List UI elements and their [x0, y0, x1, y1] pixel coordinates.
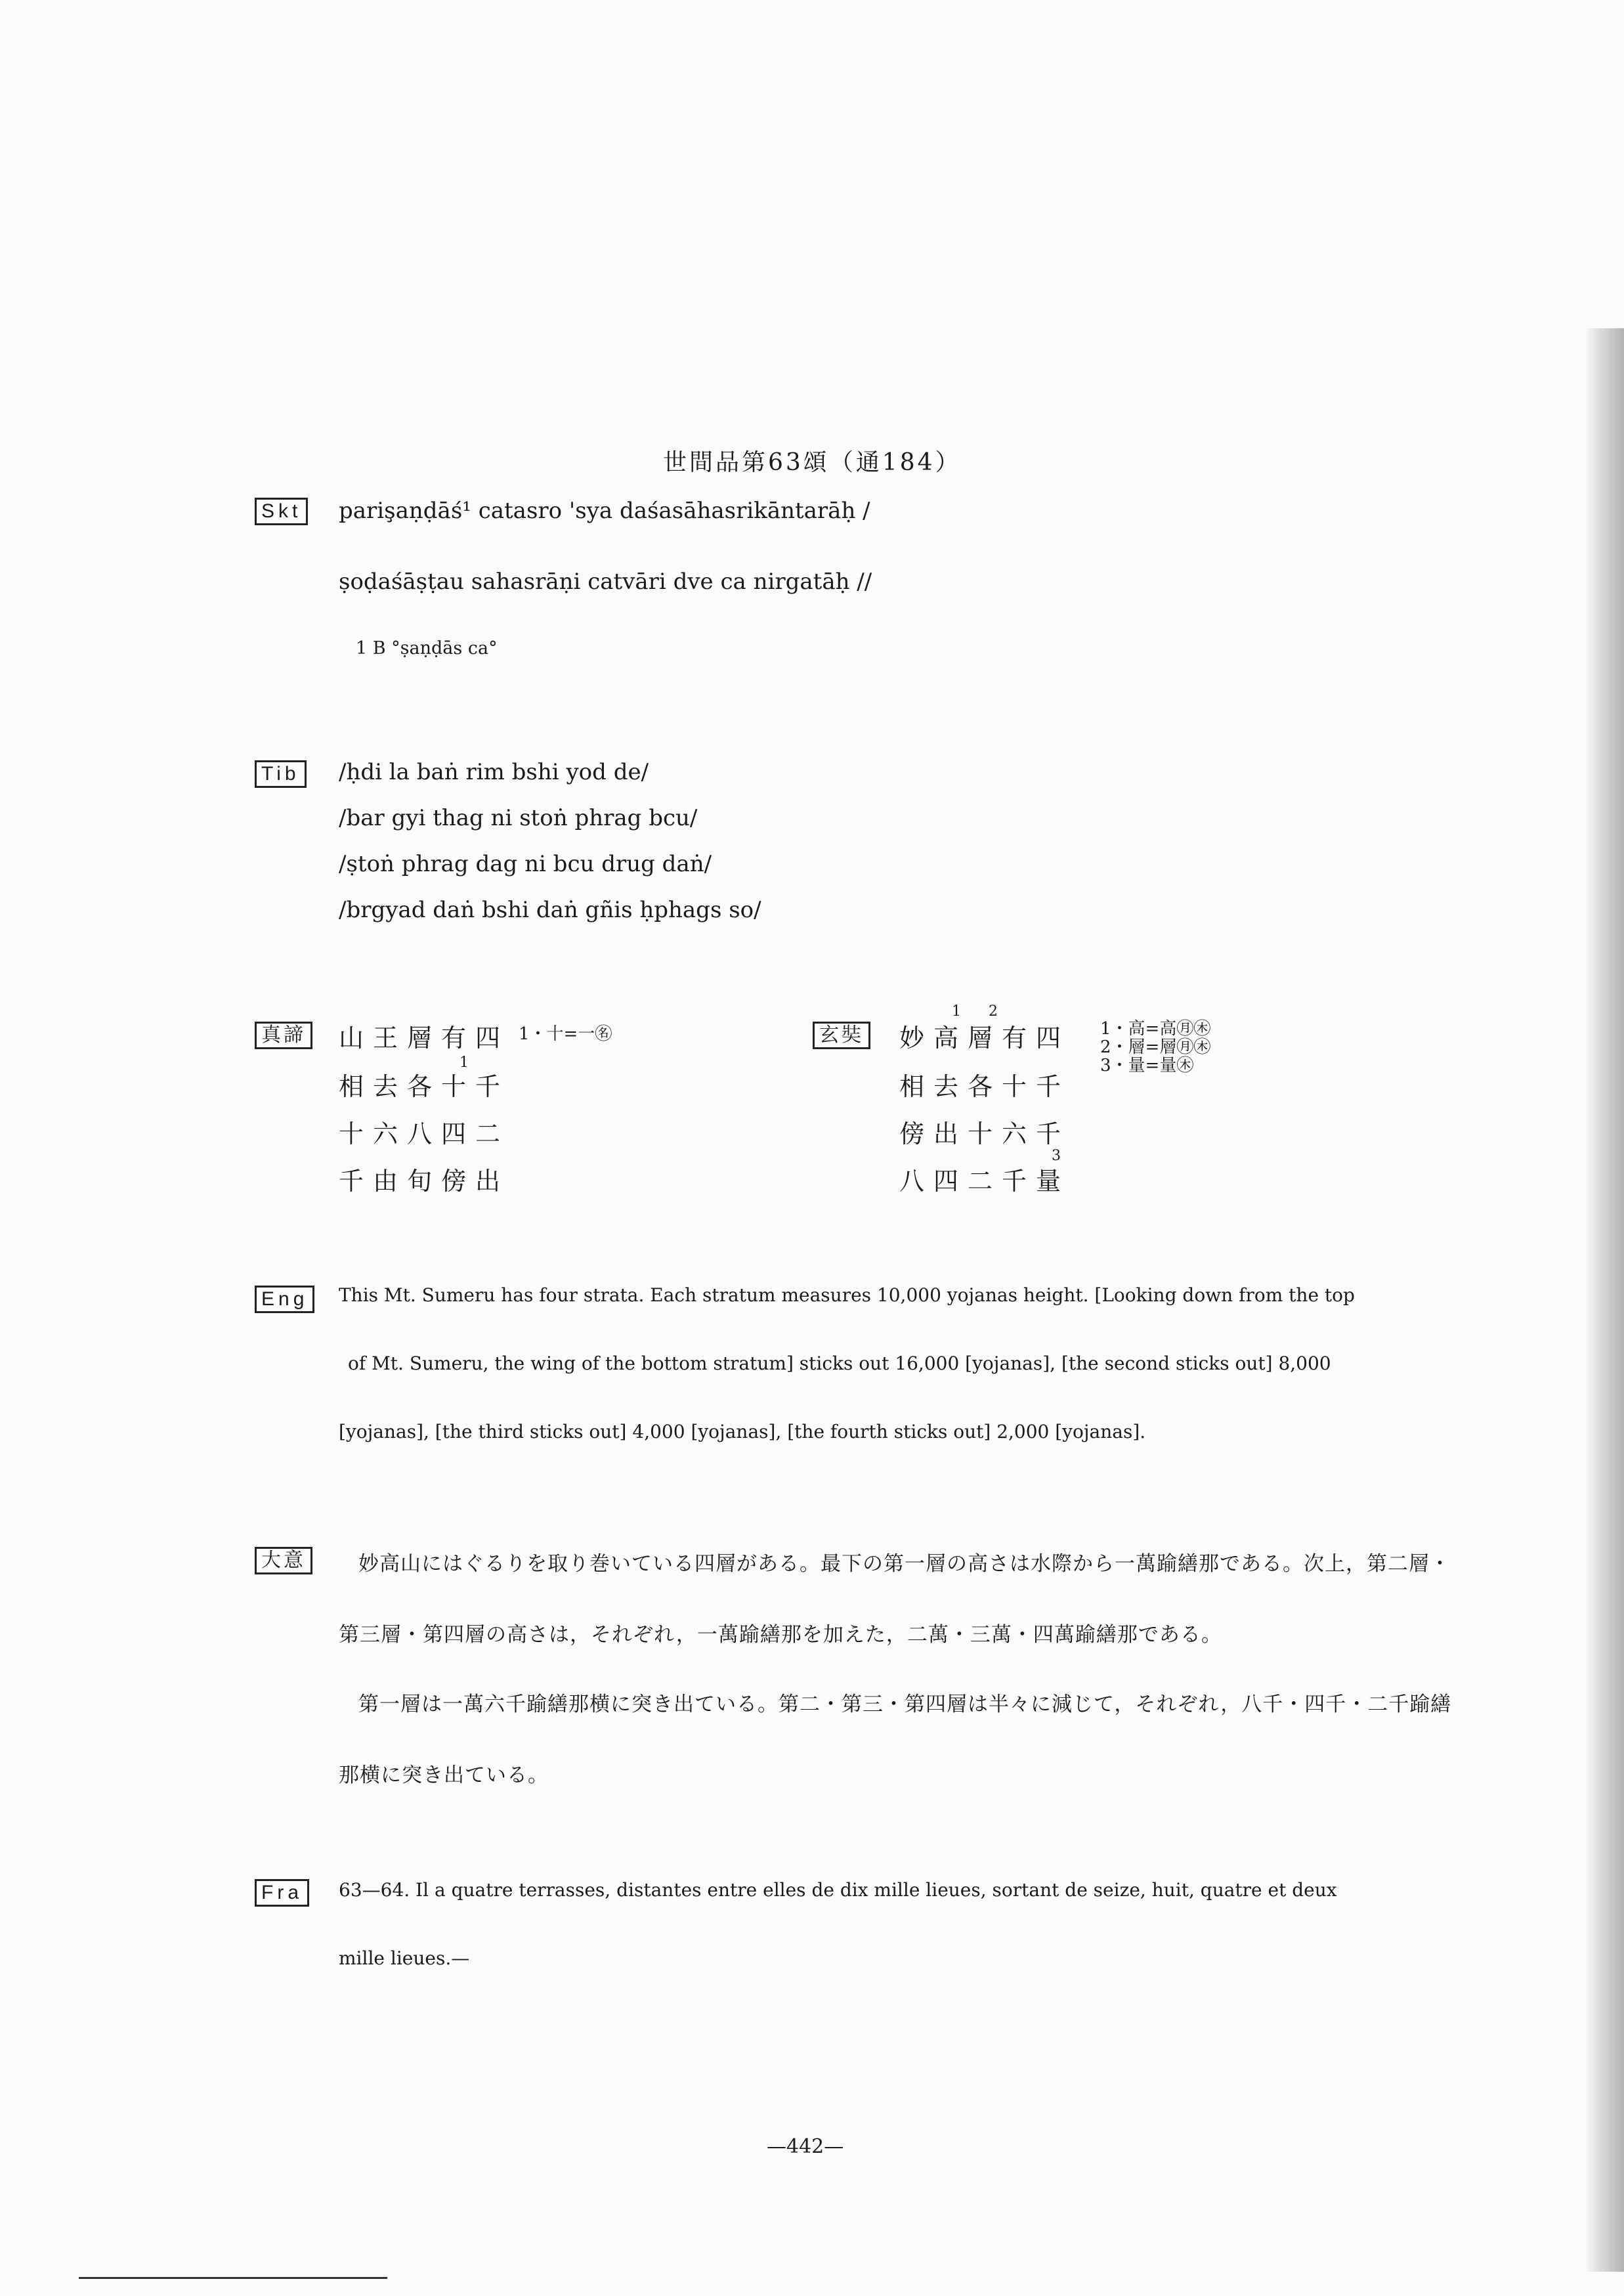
- scan-edge-shadow: [1585, 328, 1624, 2272]
- skt-variant-note: 1 B °ṣaṇḍās ca°: [356, 638, 498, 659]
- label-eng: Eng: [255, 1286, 314, 1313]
- genjo-note-mark-2: 2: [989, 1003, 998, 1020]
- shinti-line-4: 千由旬傍出: [339, 1167, 510, 1196]
- genjo-variant-note-2: 2・層=層㊊㊍: [1100, 1037, 1211, 1057]
- shinti-line-1: 山王層有四: [339, 1024, 510, 1052]
- shinti-variant-note: 1・十=一㊔: [519, 1024, 612, 1044]
- genjo-note-mark-3: 3: [1052, 1148, 1061, 1164]
- tib-line-3: /ṣtoṅ phrag dag ni bcu drug daṅ/: [339, 851, 712, 877]
- label-genjo: 玄奘: [813, 1022, 870, 1049]
- genjo-line-1: 妙高層有四: [899, 1024, 1071, 1052]
- page-title: 世間品第63頌（通184）: [663, 449, 962, 476]
- eng-line-1: This Mt. Sumeru has four strata. Each stratum measures 10,000 yojanas height. [Looking down from the top: [339, 1284, 1355, 1306]
- genjo-variant-note-1: 1・高=高㊊㊍: [1100, 1019, 1211, 1039]
- shinti-line-3: 十六八四二: [339, 1119, 510, 1148]
- label-tib: Tib: [255, 760, 307, 788]
- eng-line-2: of Mt. Sumeru, the wing of the bottom stratum] sticks out 16,000 [yojanas], [the second sticks out] 8,000: [348, 1353, 1331, 1374]
- label-fra: Fra: [255, 1879, 309, 1907]
- genjo-line-2: 相去各十千: [899, 1072, 1071, 1101]
- genjo-variant-note-3: 3・量=量㊍: [1100, 1056, 1194, 1075]
- eng-line-3: [yojanas], [the third sticks out] 4,000 [yojanas], [the fourth sticks out] 2,000 [yojanas].: [339, 1421, 1146, 1442]
- tib-line-4: /brgyad daṅ bshi daṅ gñis ḥphags so/: [339, 897, 761, 923]
- genjo-note-mark-1: 1: [952, 1003, 961, 1020]
- skt-verse-line-2: ṣoḍaśāṣṭau sahasrāṇi catvāri dve ca nirgatāḥ //: [339, 569, 872, 595]
- taii-line-2: 第三層・第四層の高さは，それぞれ，一萬踰繕那を加えた，二萬・三萬・四萬踰繕那である。: [339, 1623, 1222, 1647]
- label-shinti: 真諦: [255, 1022, 312, 1049]
- genjo-line-4: 八四二千量: [899, 1167, 1071, 1196]
- shinti-line-2: 相去各十千: [339, 1072, 510, 1101]
- fra-line-1: 63—64. Il a quatre terrasses, distantes entre elles de dix mille lieues, sortant de seize, huit, quatre et deux: [339, 1879, 1337, 1901]
- label-taii: 大意: [255, 1547, 312, 1574]
- bottom-rule: [79, 2277, 387, 2279]
- fra-line-2: mille lieues.—: [339, 1947, 470, 1969]
- taii-line-4: 那横に突き出ている。: [339, 1764, 549, 1787]
- taii-line-3: 第一層は一萬六千踰繕那横に突き出ている。第二・第三・第四層は半々に減じて，それぞれ，八千・四千・二千踰繕: [358, 1693, 1452, 1716]
- tib-line-2: /bar gyi thag ni stoṅ phrag bcu/: [339, 805, 698, 831]
- label-skt: Skt: [255, 498, 308, 525]
- tib-line-1: /ḥdi la baṅ rim bshi yod de/: [339, 759, 649, 785]
- genjo-line-3: 傍出十六千: [899, 1119, 1071, 1148]
- page-number: —442—: [767, 2135, 844, 2158]
- taii-line-1: 妙高山にはぐるりを取り巻いている四層がある。最下の第一層の高さは水際から一萬踰繕那である。次上，第二層・: [358, 1552, 1451, 1576]
- skt-verse-line-1: parişaṇḍāś¹ catasro 'sya daśasāhasrikāntarāḥ /: [339, 498, 870, 524]
- shinti-note-mark-1: 1: [459, 1054, 469, 1071]
